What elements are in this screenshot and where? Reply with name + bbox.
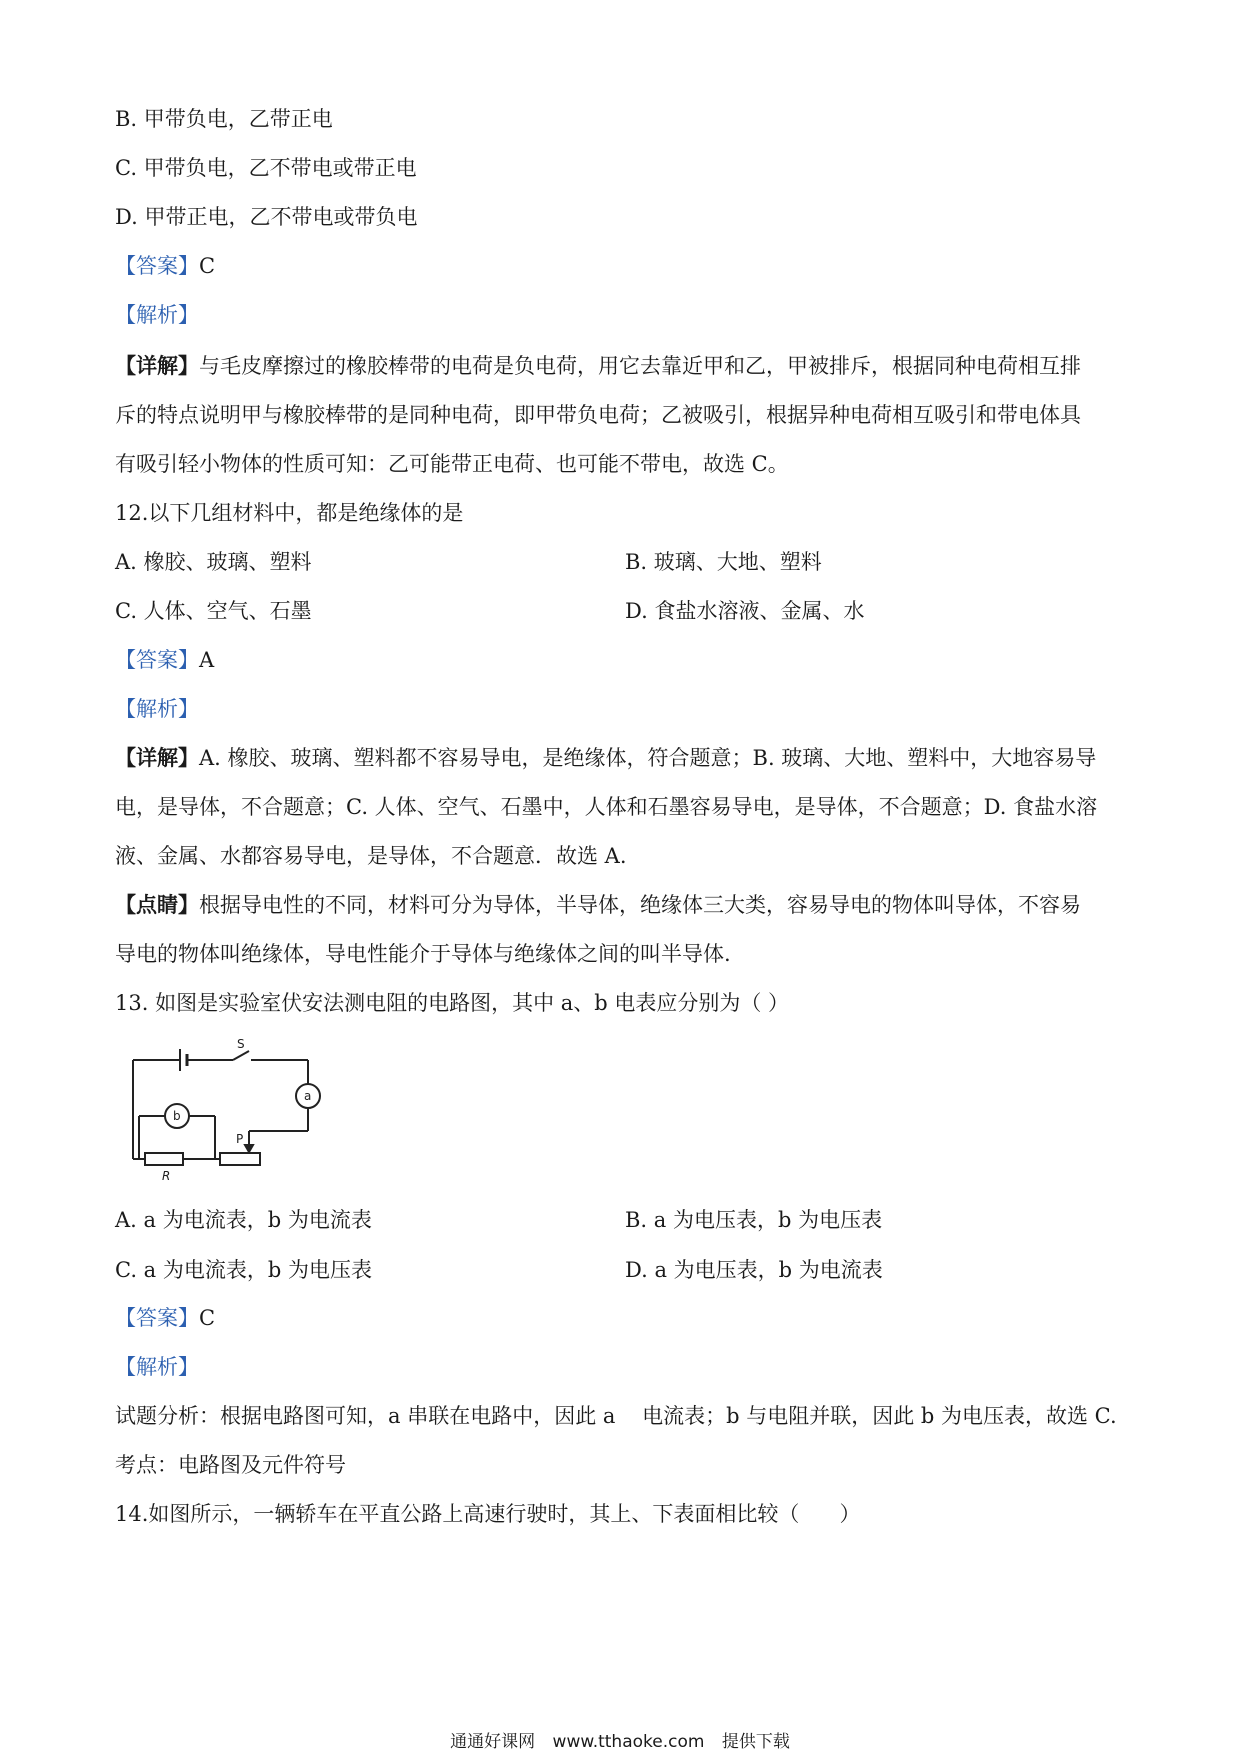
footer-url[interactable]: www.tthaoke.com <box>552 1732 705 1752</box>
answer-tag: 【答案】 <box>115 1306 199 1330</box>
footer-site-name: 通通好课网 <box>450 1732 536 1752</box>
q11-option-b: B. 甲带负电，乙带正电 <box>115 107 333 131</box>
answer-value: C <box>199 1306 216 1330</box>
q13-option-d: D. a 为电压表，b 为电流表 <box>625 1258 883 1282</box>
label-s: S <box>237 1037 245 1051</box>
point-text: 根据导电性的不同，材料可分为导体，半导体，绝缘体三大类，容易导电的物体叫导体，不容易 <box>199 893 1081 917</box>
answer-value: C <box>199 254 216 278</box>
q13-option-c: C. a 为电流表，b 为电压表 <box>115 1258 372 1282</box>
q13-option-a: A. a 为电流表，b 为电流表 <box>115 1208 372 1232</box>
label-r: R <box>162 1169 171 1183</box>
label-p: P <box>236 1132 244 1146</box>
q12-stem: 12.以下几组材料中，都是绝缘体的是 <box>115 501 464 525</box>
switch-blade <box>233 1051 249 1060</box>
answer-tag: 【答案】 <box>115 648 199 672</box>
detail-tag: 【详解】 <box>115 745 199 770</box>
q12-option-b: B. 玻璃、大地、塑料 <box>625 550 822 574</box>
q12-point-line-1 <box>115 890 1135 920</box>
detail-tag: 【详解】 <box>115 353 199 378</box>
point-tag: 【点睛】 <box>115 892 199 917</box>
detail-text: A. 橡胶、玻璃、塑料都不容易导电，是绝缘体，符合题意；B. 玻璃、大地、塑料中，大地容易导 <box>199 746 1097 770</box>
q13-answer <box>115 1303 1135 1333</box>
q13-analysis-line-1: 试题分析：根据电路图可知，a 串联在电路中，因此 a 电流表；b 与电阻并联，因此 b 为电压表，故选 C. <box>115 1404 1117 1428</box>
detail-text: 与毛皮摩擦过的橡胶棒带的电荷是负电荷，用它去靠近甲和乙，甲被排斥，根据同种电荷相互排 <box>199 354 1081 378</box>
q12-detail-line-1 <box>115 743 1135 773</box>
q11-detail-line-2: 斥的特点说明甲与橡胶棒带的是同种电荷，即甲带负电荷；乙被吸引，根据异种电荷相互吸引和带电体具 <box>115 403 1081 427</box>
q11-analysis-tag: 【解析】 <box>115 303 199 327</box>
q11-answer <box>115 251 1135 281</box>
q11-option-c: C. 甲带负电，乙不带电或带正电 <box>115 156 417 180</box>
q12-answer <box>115 645 1135 675</box>
page-footer <box>0 1731 1240 1753</box>
q12-option-d: D. 食盐水溶液、金属、水 <box>625 599 865 623</box>
q11-option-d: D. 甲带正电，乙不带电或带负电 <box>115 205 418 229</box>
q12-detail-line-3: 液、金属、水都容易导电，是导体，不合题意．故选 A. <box>115 844 627 868</box>
q13-analysis-tag: 【解析】 <box>115 1355 199 1379</box>
q11-detail-line-1 <box>115 351 1135 381</box>
rheostat <box>220 1153 260 1165</box>
answer-value: A <box>199 648 215 672</box>
circuit-diagram <box>125 1035 325 1185</box>
q13-stem: 13. 如图是实验室伏安法测电阻的电路图，其中 a、b 电表应分别为（ ） <box>115 991 790 1015</box>
q12-option-c: C. 人体、空气、石墨 <box>115 599 312 623</box>
footer-note: 提供下载 <box>721 1732 790 1752</box>
label-b: b <box>173 1109 181 1123</box>
q12-detail-line-2: 电，是导体，不合题意；C. 人体、空气、石墨中，人体和石墨容易导电，是导体，不合题意；D. 食盐水溶 <box>115 795 1098 819</box>
slider-p-arrow <box>245 1145 253 1152</box>
q13-option-b: B. a 为电压表，b 为电压表 <box>625 1208 883 1232</box>
answer-tag: 【答案】 <box>115 254 199 278</box>
q12-analysis-tag: 【解析】 <box>115 697 199 721</box>
q12-point-line-2: 导电的物体叫绝缘体，导电性能介于导体与绝缘体之间的叫半导体. <box>115 942 731 966</box>
q14-stem: 14.如图所示，一辆轿车在平直公路上高速行驶时，其上、下表面相比较（ ） <box>115 1502 861 1526</box>
q13-analysis-line-2: 考点：电路图及元件符号 <box>115 1453 346 1477</box>
q12-option-a: A. 橡胶、玻璃、塑料 <box>115 550 312 574</box>
label-a: a <box>304 1089 312 1103</box>
resistor-r <box>145 1153 183 1165</box>
q11-detail-line-3: 有吸引轻小物体的性质可知：乙可能带正电荷、也可能不带电，故选 C。 <box>115 452 789 476</box>
